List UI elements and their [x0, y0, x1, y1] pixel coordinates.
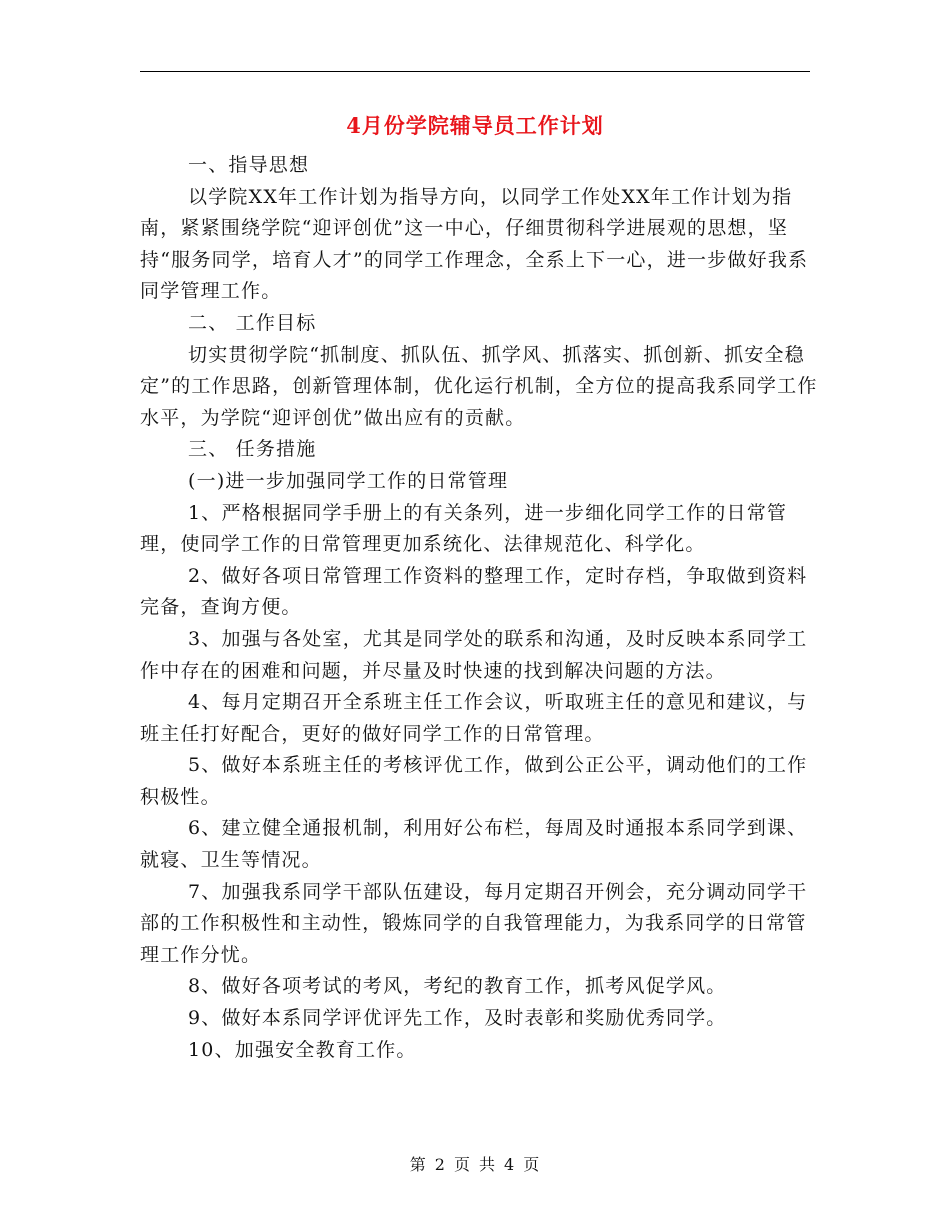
list-item: 1、严格根据同学手册上的有关条列，进一步细化同学工作的日常管理，使同学工作的日常管理更加系统化、法律规范化、科学化。 — [140, 501, 788, 556]
footer-current-page: 2 — [434, 1155, 446, 1174]
paragraph: 切实贯彻学院“抓制度、抓队伍、抓学风、抓落实、抓创新、抓安全稳定”的工作思路，创新管理体制，优化运行机制，全方位的提高我系同学工作水平，为学院“迎评创优”做出应有的贡献。 — [140, 343, 818, 429]
list-item: 4、每月定期召开全系班主任工作会议，听取班主任的意见和建议，与班主任打好配合，更好的做好同学工作的日常管理。 — [140, 691, 808, 745]
footer-prefix: 第 — [409, 1155, 427, 1174]
footer-suffix: 页 — [523, 1155, 541, 1174]
paragraph: 以学院XX年工作计划为指导方向，以同学工作处XX年工作计划为指南，紧紧围绕学院“迎评创优”这一中心，仔细贯彻科学进展观的思想，坚持“服务同学，培育人才”的同学工作理念，全系上下一心，进一步做好我系同学管理工作。 — [140, 185, 809, 303]
document-title: 4月份学院辅导员工作计划 — [346, 113, 604, 138]
list-item: 5、做好本系班主任的考核评优工作，做到公正公平，调动他们的工作积极性。 — [140, 754, 808, 808]
list-item: 3、加强与各处室，尤其是同学处的联系和沟通，及时反映本系同学工作中存在的困难和问题，并尽量及时快速的找到解决问题的方法。 — [140, 627, 808, 682]
section-heading: 二、 工作目标 — [188, 311, 317, 334]
footer-total-pages: 4 — [504, 1155, 516, 1174]
list-item: 8、做好各项考试的考风，考纪的教育工作，抓考风促学风。 — [188, 975, 727, 998]
list-item: 10、加强安全教育工作。 — [188, 1038, 417, 1061]
page-footer — [0, 1152, 950, 1175]
subsection-heading: (一)进一步加强同学工作的日常管理 — [188, 469, 509, 492]
section-heading: 一、指导思想 — [188, 154, 310, 176]
list-item: 2、做好各项日常管理工作资料的整理工作，定时存档，争取做到资料完备，查询方便。 — [140, 564, 808, 619]
list-item: 6、建立健全通报机制，利用好公布栏，每周及时通报本系同学到课、就寝、卫生等情况。 — [140, 817, 808, 872]
section-heading: 三、 任务措施 — [188, 438, 317, 461]
list-item: 9、做好本系同学评优评先工作，及时表彰和奖励优秀同学。 — [188, 1007, 727, 1030]
header-rule — [140, 71, 810, 72]
list-item: 7、加强我系同学干部队伍建设，每月定期召开例会，充分调动同学干部的工作积极性和主动性，锻炼同学的自我管理能力，为我系同学的日常管理工作分忧。 — [140, 880, 808, 966]
footer-page-unit: 页 — [453, 1155, 471, 1174]
footer-total-prefix: 共 — [479, 1155, 497, 1174]
document-body — [140, 150, 820, 1066]
